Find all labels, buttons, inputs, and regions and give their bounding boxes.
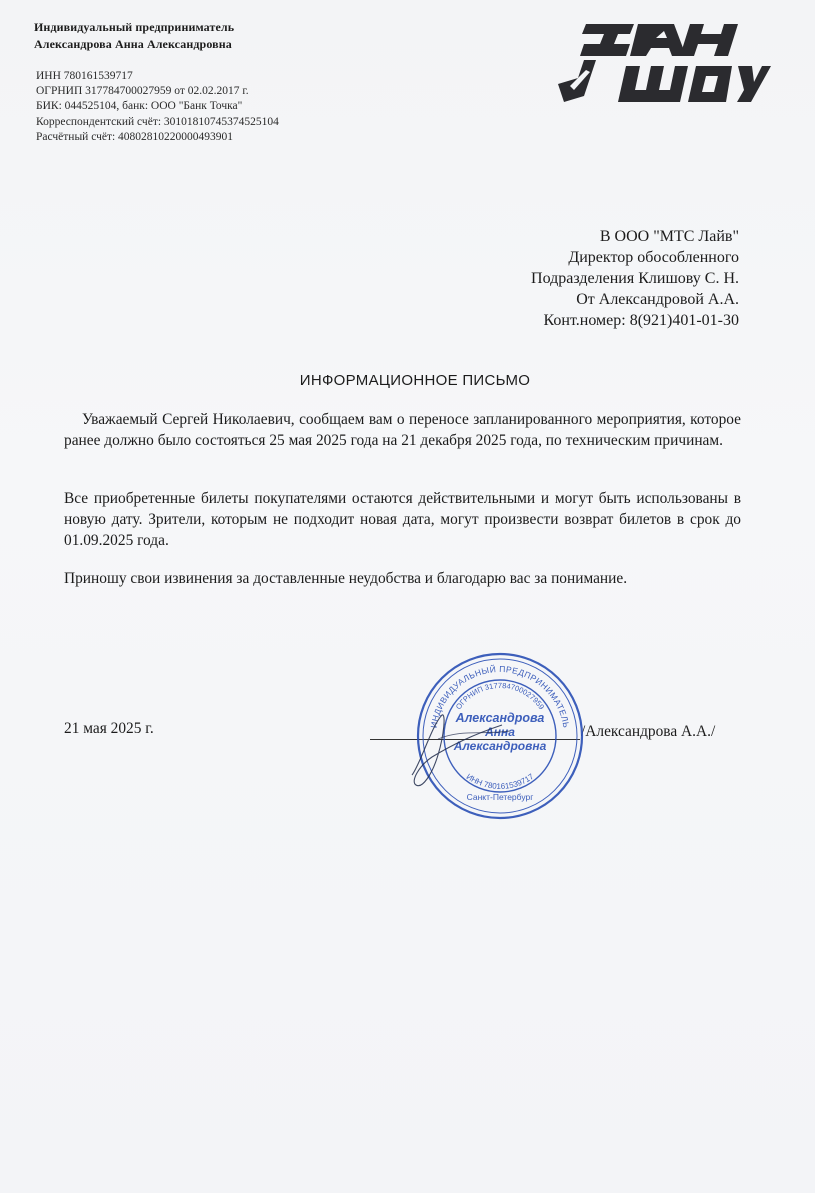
requisite-account: Расчётный счёт: 40802810220000493901 (36, 130, 234, 143)
paragraph-3: Приношу свои извинения за доставленные неудобства и благодарю вас за понимание. (64, 570, 628, 587)
requisite-corr-account: Корреспондентский счёт: 30101810745374525104 (36, 115, 279, 128)
sender-block (34, 19, 234, 53)
handwritten-signature (402, 705, 522, 795)
letter-title: ИНФОРМАЦИОННОЕ ПИСЬМО (299, 372, 531, 389)
requisites-block (36, 69, 279, 145)
svg-text:ИНН 780161539717: ИНН 780161539717 (464, 771, 536, 791)
svg-text:Анна: Анна (485, 725, 515, 739)
addressee-line: Подразделения Клишову С. Н. (531, 270, 739, 287)
letter-date: 21 мая 2025 г. (64, 720, 154, 737)
paragraph-2: Все приобретенные билеты покупателями остаются действительными и могут быть использованы в новую дату. Зрители, которым не подходит новая дата, могут произвести возврат билетов в срок до 01.09.2025 года. (64, 490, 741, 549)
signature-name: /Александрова А.А./ (581, 723, 716, 740)
svg-text:Александрова: Александрова (455, 711, 545, 725)
svg-text:ИНДИВИДУАЛЬНЫЙ ПРЕДПРИНИМАТЕЛЬ: ИНДИВИДУАЛЬНЫЙ ПРЕДПРИНИМАТЕЛЬ (428, 663, 572, 729)
svg-text:ОГРНИП 317784700027959: ОГРНИП 317784700027959 (453, 680, 547, 712)
paragraph-1: Уважаемый Сергей Николаевич, сообщаем вам о переносе запланированного мероприятия, которое ранее должно было состояться 25 мая 2025 года на 21 декабря 2025 года, по техническим причинам. (64, 411, 741, 449)
fan-show-logo (556, 20, 771, 104)
svg-text:Санкт-Петербург: Санкт-Петербург (466, 792, 534, 802)
addressee-line: В ООО "МТС Лайв" (599, 228, 739, 245)
svg-text:Александровна: Александровна (453, 739, 547, 753)
addressee-line: Директор обособленного (568, 249, 739, 266)
sender-name: Александрова Анна Александровна (34, 37, 232, 51)
requisite-inn: ИНН 780161539717 (36, 70, 133, 82)
addressee-line: От Александровой А.А. (576, 291, 739, 308)
requisite-ogrnip: ОГРНИП 317784700027959 от 02.02.2017 г. (36, 85, 249, 98)
addressee-line: Конт.номер: 8(921)401-01-30 (543, 312, 739, 329)
addressee-block (531, 226, 739, 331)
requisite-bik: БИК: 044525104, банк: ООО "Банк Точка" (36, 100, 243, 113)
sender-title: Индивидуальный предприниматель (34, 20, 235, 34)
